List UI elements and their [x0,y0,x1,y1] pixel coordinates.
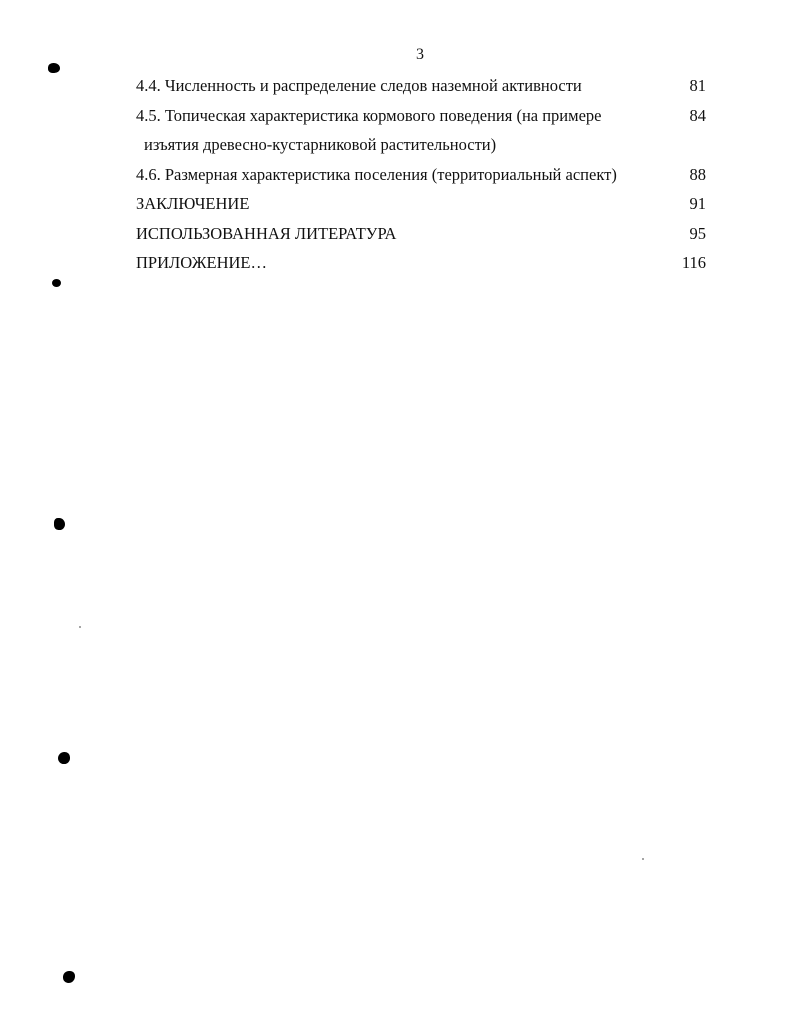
toc-entry [136,219,706,249]
toc-entry [136,189,706,219]
toc-entry-title-line: изъятия древесно-кустарниковой растительности) [144,135,497,154]
toc-entry-page: 116 [681,253,706,272]
toc-entry [136,160,706,190]
scan-speck [58,752,70,764]
table-of-contents [136,71,706,278]
scan-speck [79,626,81,628]
scan-speck [52,279,61,287]
toc-entry [136,248,706,278]
toc-entry-title: ИСПОЛЬЗОВАННАЯ ЛИТЕРАТУРА [136,223,397,243]
toc-entry-title: 4.4. Численность и распределение следов наземной активности [136,76,582,95]
toc-entry-page: 88 [689,164,706,184]
toc-entry [136,71,706,101]
toc-entry-page: 84 [689,105,706,125]
toc-entry-title: ЗАКЛЮЧЕНИЕ [136,194,250,213]
toc-entry-title: 4.6. Размерная характеристика поселения (территориальный аспект) [136,164,617,184]
scan-speck [63,971,75,983]
toc-entry-title: ПРИЛОЖЕНИЕ… [136,253,267,272]
toc-entry [136,101,706,160]
scan-speck [54,518,65,530]
toc-entry-page: 91 [689,194,706,213]
toc-entry-title [136,101,656,160]
toc-entry-page: 81 [689,76,706,95]
toc-entry-title-line: 4.5. Топическая характеристика кормового поведения (на примере [136,105,602,125]
toc-entry-page: 95 [689,223,706,243]
scan-speck [48,63,60,73]
scan-speck [642,858,644,860]
page-number: 3 [416,46,424,63]
